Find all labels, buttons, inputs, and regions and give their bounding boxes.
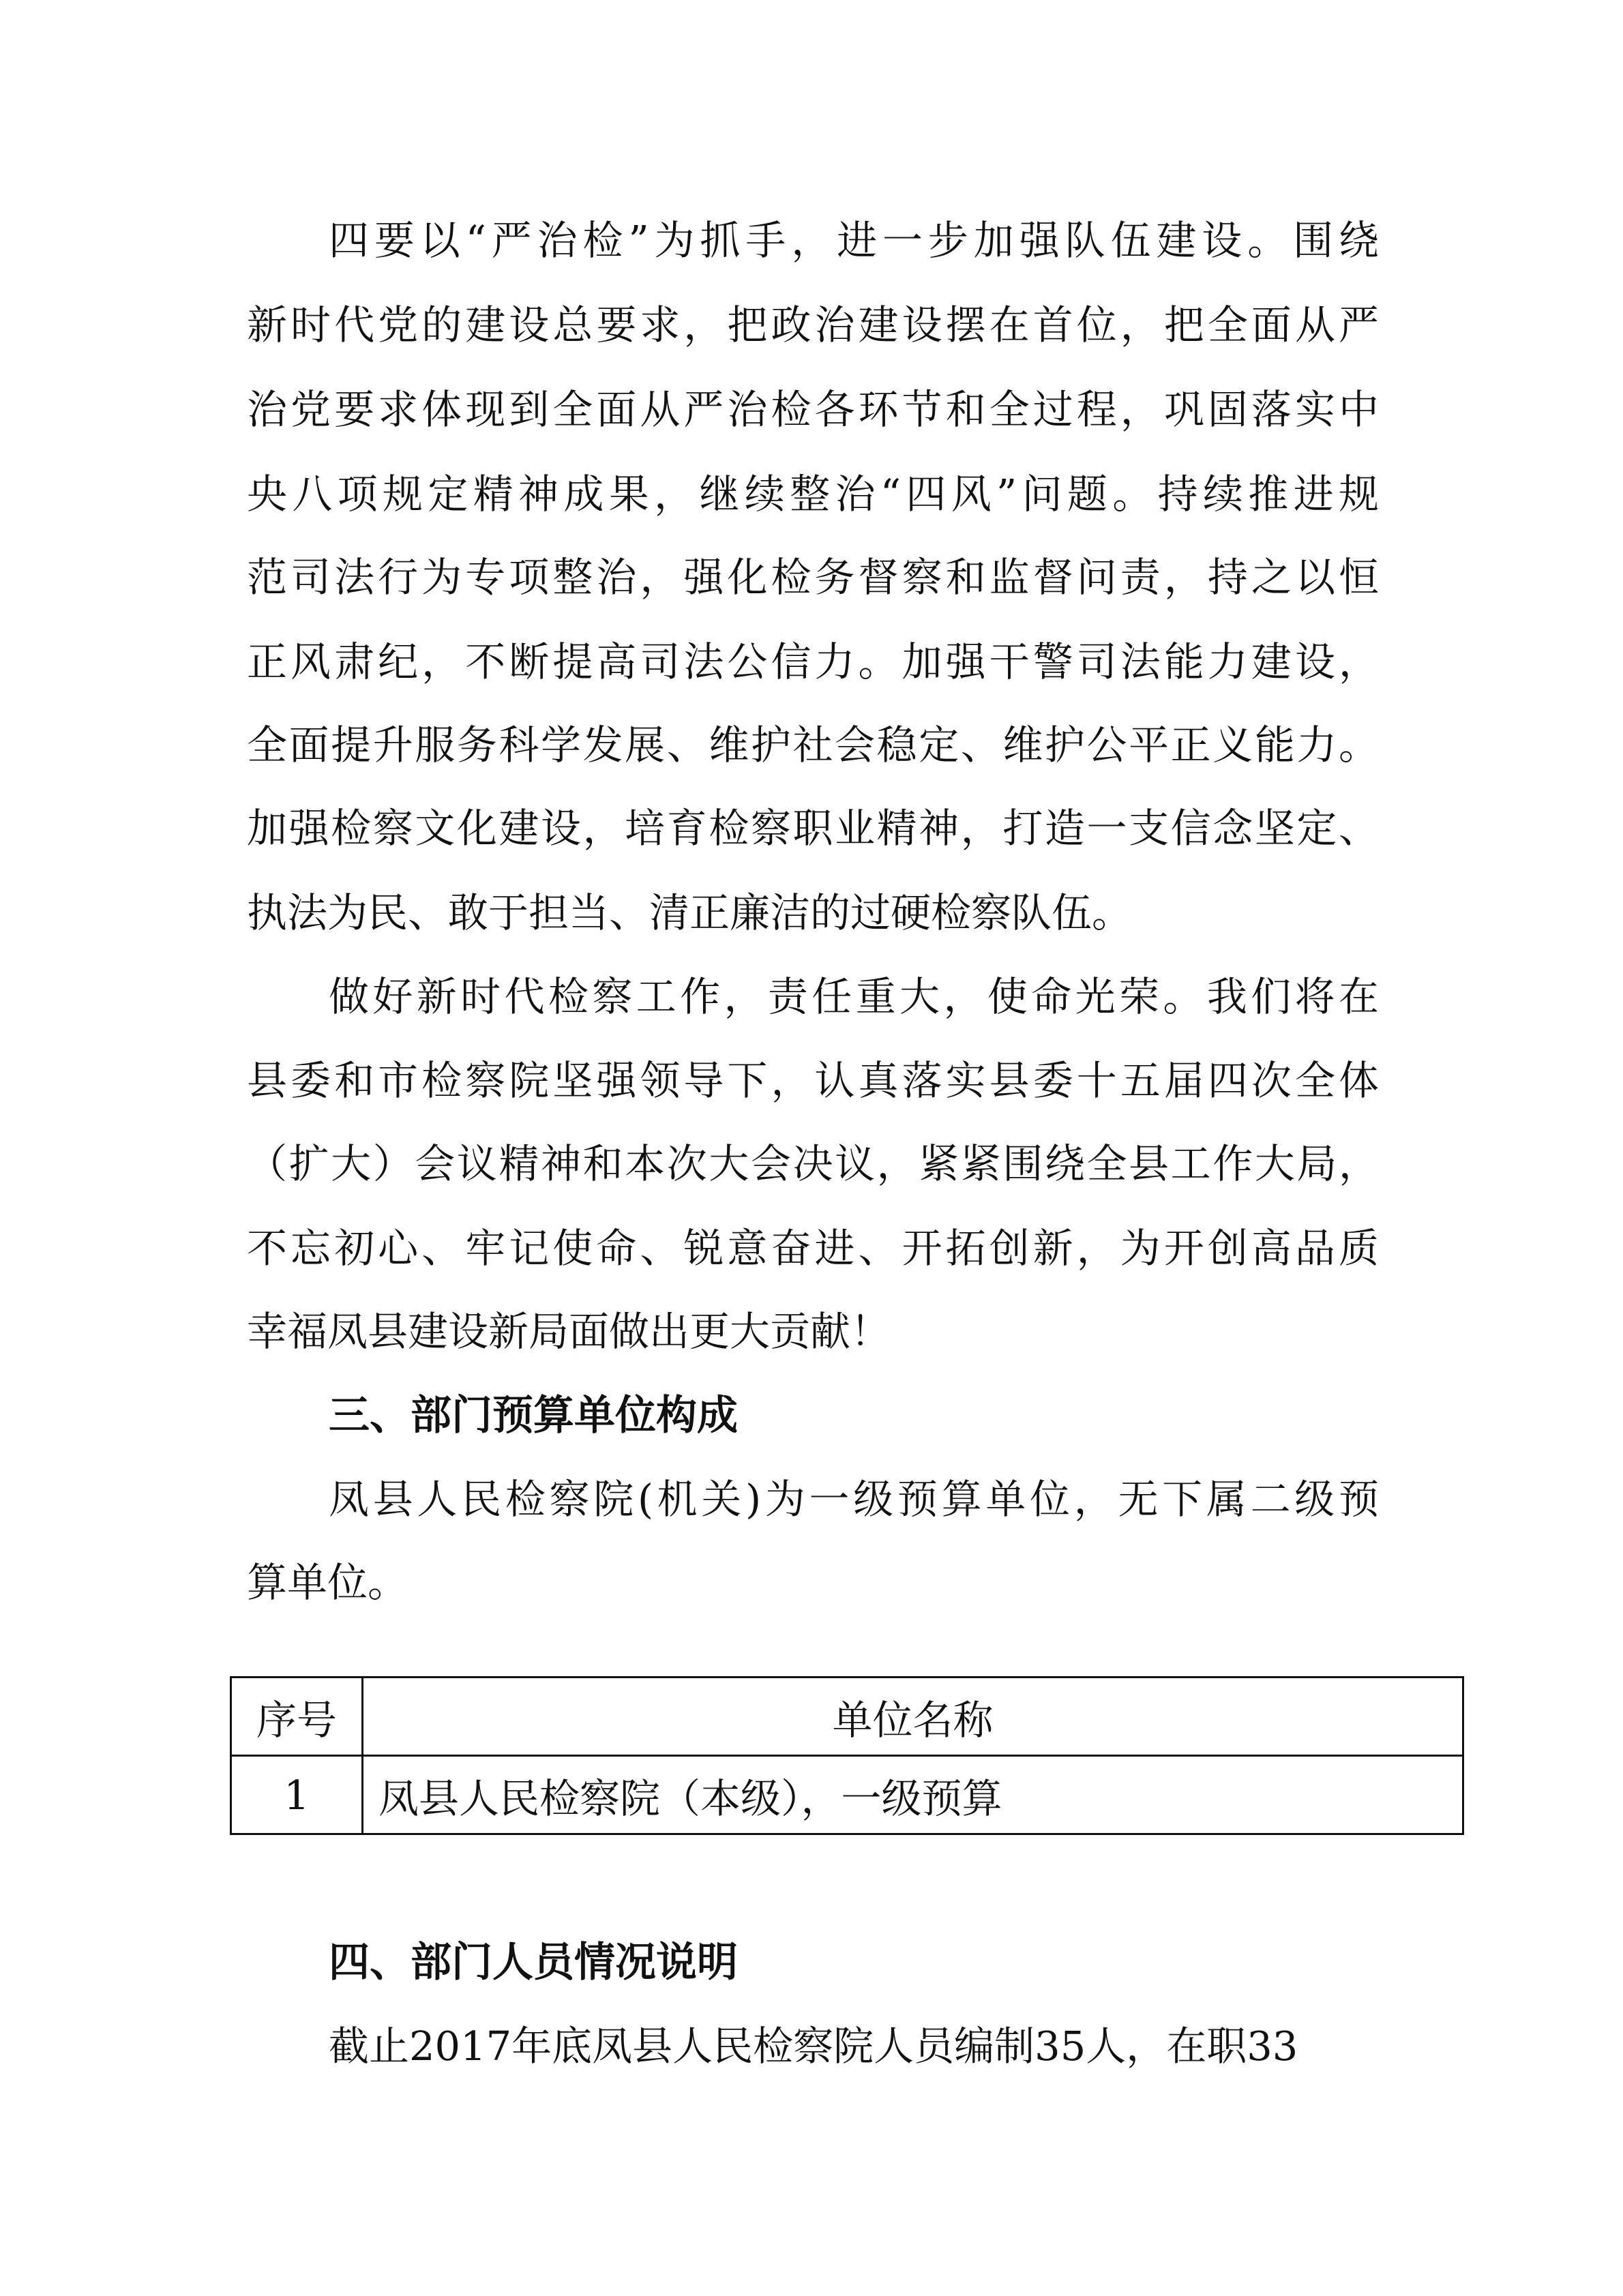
paragraph-line: 幸福凤县建设新局面做出更大贡献！	[247, 1308, 891, 1355]
table-row	[231, 1756, 1463, 1834]
paragraph-line: （扩大）会议精神和本次大会决议，紧紧围绕全县工作大局，	[247, 1140, 1379, 1187]
paragraph-line: 正风肃纪，不断提高司法公信力。加强干警司法能力建设，	[247, 638, 1379, 685]
section-heading-budget-units: 三、部门预算单位构成	[329, 1392, 738, 1440]
paragraph-line: 央八项规定精神成果，继续整治“四风”问题。持续推进规	[247, 471, 1379, 518]
paragraph-line: 四要以“严治检”为抓手，进一步加强队伍建设。围绕	[329, 217, 1379, 264]
paragraph-line: 治党要求体现到全面从严治检各环节和全过程，巩固落实中	[247, 386, 1379, 433]
paragraph-line: 全面提升服务科学发展、维护社会稳定、维护公平正义能力。	[247, 721, 1379, 769]
paragraph-line: 加强检察文化建设，培育检察职业精神，打造一支信念坚定、	[247, 805, 1379, 852]
table-header-index: 序号	[231, 1678, 363, 1756]
table-header-row	[231, 1678, 1463, 1756]
paragraph-line: 截止2017年底凤县人民检察院人员编制35人，在职33	[329, 2023, 1298, 2070]
table-cell-unit-name: 凤县人民检察院（本级），一级预算	[363, 1756, 1463, 1834]
paragraph-line: 执法为民、敢于担当、清正廉洁的过硬检察队伍。	[247, 889, 1133, 936]
section-heading-staffing: 四、部门人员情况说明	[329, 1939, 738, 1986]
budget-units-table	[230, 1676, 1464, 1835]
paragraph-line: 算单位。	[247, 1559, 408, 1606]
paragraph-line: 凤县人民检察院(机关)为一级预算单位，无下属二级预	[329, 1476, 1379, 1523]
table-header-unit-name: 单位名称	[363, 1678, 1463, 1756]
paragraph-line: 新时代党的建设总要求，把政治建设摆在首位，把全面从严	[247, 301, 1379, 348]
table-cell-index: 1	[231, 1756, 363, 1834]
paragraph-line: 做好新时代检察工作，责任重大，使命光荣。我们将在	[329, 973, 1379, 1020]
paragraph-line: 不忘初心、牢记使命、锐意奋进、开拓创新，为开创高品质	[247, 1225, 1379, 1272]
paragraph-line: 范司法行为专项整治，强化检务督察和监督问责，持之以恒	[247, 554, 1379, 601]
paragraph-line: 县委和市检察院坚强领导下，认真落实县委十五届四次全体	[247, 1057, 1379, 1104]
